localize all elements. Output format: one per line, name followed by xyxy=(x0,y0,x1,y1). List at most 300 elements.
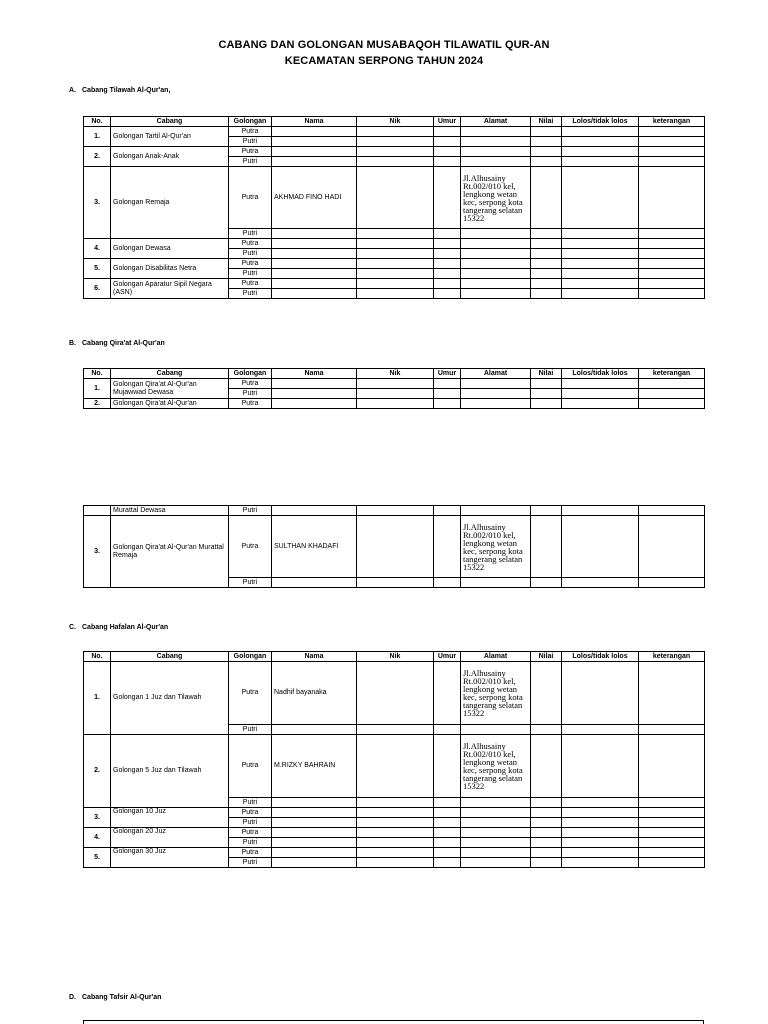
table-row xyxy=(84,399,705,409)
row-number: 4. xyxy=(84,828,111,848)
keterangan-cell[interactable] xyxy=(639,147,705,157)
header-no: No. xyxy=(84,369,111,379)
umur-cell[interactable] xyxy=(434,516,461,578)
cabang-cell: Murattal Dewasa xyxy=(111,506,229,516)
nik-cell[interactable] xyxy=(357,516,434,578)
alamat-cell[interactable] xyxy=(461,127,531,137)
header-keterangan: keterangan xyxy=(639,369,705,379)
nama-cell[interactable] xyxy=(272,137,357,147)
alamat-cell[interactable]: Jl.Alhusainy Rt.002/010 kel, lengkong wetan kec, serpong kota tangerang selatan 15322 xyxy=(461,662,531,725)
row-number xyxy=(84,506,111,516)
lolos-cell[interactable] xyxy=(562,229,639,239)
alamat-cell[interactable] xyxy=(461,818,531,828)
umur-cell[interactable] xyxy=(434,389,461,399)
nama-cell[interactable] xyxy=(272,798,357,808)
nik-cell[interactable] xyxy=(357,858,434,868)
row-number: 5. xyxy=(84,848,111,868)
keterangan-cell[interactable] xyxy=(639,578,705,588)
lolos-cell[interactable] xyxy=(562,578,639,588)
keterangan-cell[interactable] xyxy=(639,389,705,399)
nik-cell[interactable] xyxy=(357,289,434,299)
lolos-cell[interactable] xyxy=(562,269,639,279)
nilai-cell[interactable] xyxy=(531,269,562,279)
lolos-cell[interactable] xyxy=(562,399,639,409)
nilai-cell[interactable] xyxy=(531,798,562,808)
keterangan-cell[interactable] xyxy=(639,137,705,147)
lolos-cell[interactable] xyxy=(562,858,639,868)
nama-cell[interactable] xyxy=(272,506,357,516)
row-number: 2. xyxy=(84,735,111,808)
nama-cell[interactable]: Nadhif bayanaka xyxy=(272,662,357,725)
umur-cell[interactable] xyxy=(434,662,461,725)
lolos-cell[interactable] xyxy=(562,127,639,137)
golongan-cell: Putri xyxy=(229,249,272,259)
nama-cell[interactable] xyxy=(272,389,357,399)
lolos-cell[interactable] xyxy=(562,259,639,269)
golongan-cell: Putri xyxy=(229,838,272,848)
cabang-cell: Golongan Disabilitas Netra xyxy=(111,259,229,279)
golongan-cell: Putri xyxy=(229,137,272,147)
golongan-cell: Putra xyxy=(229,147,272,157)
golongan-cell: Putra xyxy=(229,399,272,409)
header-nama: Nama xyxy=(272,369,357,379)
table-row xyxy=(84,239,705,249)
nilai-cell[interactable] xyxy=(531,167,562,229)
section-a-heading xyxy=(69,87,170,94)
nama-cell[interactable]: SULTHAN KHADAFI xyxy=(272,516,357,578)
golongan-cell: Putra xyxy=(229,167,272,229)
section-title: Cabang Tafsir Al-Qur'an xyxy=(82,994,162,1001)
lolos-cell[interactable] xyxy=(562,137,639,147)
table-row xyxy=(84,828,705,838)
keterangan-cell[interactable] xyxy=(639,838,705,848)
alamat-cell[interactable] xyxy=(461,249,531,259)
table-tilawah xyxy=(83,116,705,299)
nilai-cell[interactable] xyxy=(531,838,562,848)
nik-cell[interactable] xyxy=(357,229,434,239)
nama-cell[interactable] xyxy=(272,818,357,828)
document-title-line-2: KECAMATAN SERPONG TAHUN 2024 xyxy=(284,55,484,67)
nilai-cell[interactable] xyxy=(531,147,562,157)
lolos-cell[interactable] xyxy=(562,828,639,838)
cabang-cell: Golongan 1 Juz dan Tilawah xyxy=(111,662,229,735)
nilai-cell[interactable] xyxy=(531,735,562,798)
nilai-cell[interactable] xyxy=(531,279,562,289)
lolos-cell[interactable] xyxy=(562,725,639,735)
nik-cell[interactable] xyxy=(357,735,434,798)
nama-cell[interactable] xyxy=(272,578,357,588)
row-number: 1. xyxy=(84,127,111,147)
nama-cell[interactable] xyxy=(272,838,357,848)
header-umur: Umur xyxy=(434,117,461,127)
umur-cell[interactable] xyxy=(434,725,461,735)
header-no: No. xyxy=(84,117,111,127)
header-nik: Nik xyxy=(357,369,434,379)
nama-cell[interactable] xyxy=(272,858,357,868)
umur-cell[interactable] xyxy=(434,858,461,868)
keterangan-cell[interactable] xyxy=(639,506,705,516)
keterangan-cell[interactable] xyxy=(639,289,705,299)
umur-cell[interactable] xyxy=(434,147,461,157)
row-number: 3. xyxy=(84,808,111,828)
alamat-cell[interactable] xyxy=(461,239,531,249)
lolos-cell[interactable] xyxy=(562,249,639,259)
table-row xyxy=(84,506,705,516)
umur-cell[interactable] xyxy=(434,229,461,239)
keterangan-cell[interactable] xyxy=(639,818,705,828)
golongan-cell: Putri xyxy=(229,858,272,868)
golongan-cell: Putra xyxy=(229,828,272,838)
golongan-cell: Putra xyxy=(229,848,272,858)
nama-cell[interactable] xyxy=(272,147,357,157)
nilai-cell[interactable] xyxy=(531,157,562,167)
row-number: 3. xyxy=(84,167,111,239)
keterangan-cell[interactable] xyxy=(639,848,705,858)
lolos-cell[interactable] xyxy=(562,735,639,798)
golongan-cell: Putri xyxy=(229,389,272,399)
golongan-cell: Putri xyxy=(229,578,272,588)
header-cabang: Cabang xyxy=(111,652,229,662)
section-title: Cabang Tilawah Al-Qur'an, xyxy=(82,87,171,94)
nilai-cell[interactable] xyxy=(531,578,562,588)
umur-cell[interactable] xyxy=(434,828,461,838)
lolos-cell[interactable] xyxy=(562,147,639,157)
umur-cell[interactable] xyxy=(434,578,461,588)
header-row xyxy=(84,117,705,127)
lolos-cell[interactable] xyxy=(562,167,639,229)
nama-cell[interactable] xyxy=(272,279,357,289)
nilai-cell[interactable] xyxy=(531,818,562,828)
table-row xyxy=(84,147,705,157)
row-number: 5. xyxy=(84,259,111,279)
table-row xyxy=(84,379,705,389)
nilai-cell[interactable] xyxy=(531,399,562,409)
nama-cell[interactable] xyxy=(272,848,357,858)
nik-cell[interactable] xyxy=(357,249,434,259)
golongan-cell: Putra xyxy=(229,808,272,818)
umur-cell[interactable] xyxy=(434,289,461,299)
keterangan-cell[interactable] xyxy=(639,379,705,389)
nilai-cell[interactable] xyxy=(531,858,562,868)
alamat-cell[interactable] xyxy=(461,828,531,838)
keterangan-cell[interactable] xyxy=(639,399,705,409)
header-golongan: Golongan xyxy=(229,117,272,127)
alamat-cell[interactable]: Jl.Alhusainy Rt.002/010 kel, lengkong wetan kec, serpong kota tangerang selatan 15322 xyxy=(461,167,531,229)
lolos-cell[interactable] xyxy=(562,516,639,578)
lolos-cell[interactable] xyxy=(562,506,639,516)
table-row xyxy=(84,167,705,229)
alamat-cell[interactable] xyxy=(461,379,531,389)
header-lolos: Lolos/tidak lolos xyxy=(562,117,639,127)
golongan-cell: Putra xyxy=(229,735,272,798)
umur-cell[interactable] xyxy=(434,279,461,289)
alamat-cell[interactable] xyxy=(461,506,531,516)
keterangan-cell[interactable] xyxy=(639,167,705,229)
lolos-cell[interactable] xyxy=(562,389,639,399)
nama-cell[interactable] xyxy=(272,399,357,409)
umur-cell[interactable] xyxy=(434,848,461,858)
section-b-heading xyxy=(69,340,165,347)
row-number: 2. xyxy=(84,147,111,167)
nik-cell[interactable] xyxy=(357,239,434,249)
section-letter: B. xyxy=(69,340,76,347)
table-row xyxy=(84,735,705,798)
nik-cell[interactable] xyxy=(357,808,434,818)
lolos-cell[interactable] xyxy=(562,157,639,167)
nama-cell[interactable] xyxy=(272,828,357,838)
header-nama: Nama xyxy=(272,652,357,662)
keterangan-cell[interactable] xyxy=(639,249,705,259)
header-lolos: Lolos/tidak lolos xyxy=(562,369,639,379)
nik-cell[interactable] xyxy=(357,167,434,229)
nama-cell[interactable] xyxy=(272,239,357,249)
lolos-cell[interactable] xyxy=(562,662,639,725)
table-row xyxy=(84,259,705,269)
nama-cell[interactable] xyxy=(272,249,357,259)
header-cabang: Cabang xyxy=(111,369,229,379)
keterangan-cell[interactable] xyxy=(639,229,705,239)
nilai-cell[interactable] xyxy=(531,662,562,725)
golongan-cell: Putra xyxy=(229,259,272,269)
row-number: 1. xyxy=(84,662,111,735)
keterangan-cell[interactable] xyxy=(639,808,705,818)
table-hafalan xyxy=(83,651,705,868)
nama-cell[interactable] xyxy=(272,379,357,389)
golongan-cell: Putra xyxy=(229,279,272,289)
lolos-cell[interactable] xyxy=(562,239,639,249)
section-c-heading xyxy=(69,624,168,631)
nilai-cell[interactable] xyxy=(531,239,562,249)
nilai-cell[interactable] xyxy=(531,127,562,137)
nik-cell[interactable] xyxy=(357,157,434,167)
alamat-cell[interactable] xyxy=(461,808,531,818)
umur-cell[interactable] xyxy=(434,735,461,798)
keterangan-cell[interactable] xyxy=(639,828,705,838)
nama-cell[interactable] xyxy=(272,808,357,818)
nilai-cell[interactable] xyxy=(531,725,562,735)
alamat-cell[interactable] xyxy=(461,858,531,868)
header-row xyxy=(84,652,705,662)
nama-cell[interactable] xyxy=(272,725,357,735)
alamat-cell[interactable] xyxy=(461,578,531,588)
section-title: Cabang Hafalan Al-Qur'an xyxy=(82,624,169,631)
nilai-cell[interactable] xyxy=(531,259,562,269)
keterangan-cell[interactable] xyxy=(639,127,705,137)
umur-cell[interactable] xyxy=(434,249,461,259)
nik-cell[interactable] xyxy=(357,578,434,588)
umur-cell[interactable] xyxy=(434,808,461,818)
header-nilai: Nilai xyxy=(531,369,562,379)
header-keterangan: keterangan xyxy=(639,652,705,662)
keterangan-cell[interactable] xyxy=(639,157,705,167)
alamat-cell[interactable] xyxy=(461,838,531,848)
cabang-cell: Golongan Dewasa xyxy=(111,239,229,259)
alamat-cell[interactable] xyxy=(461,725,531,735)
umur-cell[interactable] xyxy=(434,239,461,249)
golongan-cell: Putra xyxy=(229,662,272,725)
cabang-cell: Golongan 5 Juz dan Tilawah xyxy=(111,735,229,808)
table-row xyxy=(84,808,705,818)
alamat-cell[interactable]: Jl.Alhusainy Rt.002/010 kel, lengkong wetan kec, serpong kota tangerang selatan 15322 xyxy=(461,516,531,578)
nik-cell[interactable] xyxy=(357,137,434,147)
alamat-cell[interactable] xyxy=(461,399,531,409)
cabang-cell: Golongan Remaja xyxy=(111,167,229,239)
nik-cell[interactable] xyxy=(357,269,434,279)
nilai-cell[interactable] xyxy=(531,516,562,578)
umur-cell[interactable] xyxy=(434,798,461,808)
nilai-cell[interactable] xyxy=(531,828,562,838)
golongan-cell: Putra xyxy=(229,239,272,249)
keterangan-cell[interactable] xyxy=(639,279,705,289)
nik-cell[interactable] xyxy=(357,259,434,269)
nama-cell[interactable] xyxy=(272,229,357,239)
header-nik: Nik xyxy=(357,117,434,127)
table-qiraat-part-2 xyxy=(83,505,705,588)
umur-cell[interactable] xyxy=(434,127,461,137)
nama-cell[interactable]: AKHMAD FINO HADI xyxy=(272,167,357,229)
nama-cell[interactable] xyxy=(272,269,357,279)
umur-cell[interactable] xyxy=(434,157,461,167)
nik-cell[interactable] xyxy=(357,279,434,289)
nik-cell[interactable] xyxy=(357,506,434,516)
lolos-cell[interactable] xyxy=(562,818,639,828)
cabang-cell: Golongan Qira'at Al-Qur'an Murattal Remaja xyxy=(111,516,229,588)
lolos-cell[interactable] xyxy=(562,289,639,299)
header-umur: Umur xyxy=(434,369,461,379)
lolos-cell[interactable] xyxy=(562,848,639,858)
nilai-cell[interactable] xyxy=(531,137,562,147)
alamat-cell[interactable] xyxy=(461,229,531,239)
row-number: 6. xyxy=(84,279,111,299)
table-tafsir-edge xyxy=(83,1020,704,1024)
header-nilai: Nilai xyxy=(531,652,562,662)
umur-cell[interactable] xyxy=(434,506,461,516)
nama-cell[interactable] xyxy=(272,289,357,299)
header-alamat: Alamat xyxy=(461,369,531,379)
alamat-cell[interactable] xyxy=(461,279,531,289)
nilai-cell[interactable] xyxy=(531,249,562,259)
cabang-cell: Golongan 20 Juz xyxy=(111,828,229,848)
nik-cell[interactable] xyxy=(357,379,434,389)
table-row xyxy=(84,516,705,578)
golongan-cell: Putri xyxy=(229,229,272,239)
row-number: 4. xyxy=(84,239,111,259)
row-number: 2. xyxy=(84,399,111,409)
nik-cell[interactable] xyxy=(357,838,434,848)
golongan-cell: Putri xyxy=(229,289,272,299)
umur-cell[interactable] xyxy=(434,269,461,279)
golongan-cell: Putri xyxy=(229,725,272,735)
cabang-cell: Golongan Qira'at Al-Qur'an xyxy=(111,399,229,409)
row-number: 3. xyxy=(84,516,111,588)
alamat-cell[interactable] xyxy=(461,157,531,167)
umur-cell[interactable] xyxy=(434,818,461,828)
alamat-cell[interactable] xyxy=(461,798,531,808)
lolos-cell[interactable] xyxy=(562,798,639,808)
umur-cell[interactable] xyxy=(434,137,461,147)
nik-cell[interactable] xyxy=(357,828,434,838)
nama-cell[interactable] xyxy=(272,259,357,269)
cabang-cell: Golongan Tartil Al-Qur'an xyxy=(111,127,229,147)
header-nama: Nama xyxy=(272,117,357,127)
header-alamat: Alamat xyxy=(461,117,531,127)
section-letter: C. xyxy=(69,624,76,631)
keterangan-cell[interactable] xyxy=(639,798,705,808)
nilai-cell[interactable] xyxy=(531,808,562,818)
lolos-cell[interactable] xyxy=(562,279,639,289)
nilai-cell[interactable] xyxy=(531,229,562,239)
document-title-line-1: CABANG DAN GOLONGAN MUSABAQOH TILAWATIL QUR-AN xyxy=(218,39,550,51)
alamat-cell[interactable] xyxy=(461,147,531,157)
nik-cell[interactable] xyxy=(357,798,434,808)
keterangan-cell[interactable] xyxy=(639,662,705,725)
header-alamat: Alamat xyxy=(461,652,531,662)
cabang-cell: Golongan Aparatur Sipil Negara (ASN) xyxy=(111,279,229,299)
nilai-cell[interactable] xyxy=(531,289,562,299)
lolos-cell[interactable] xyxy=(562,838,639,848)
nik-cell[interactable] xyxy=(357,662,434,725)
header-keterangan: keterangan xyxy=(639,117,705,127)
nilai-cell[interactable] xyxy=(531,506,562,516)
keterangan-cell[interactable] xyxy=(639,725,705,735)
keterangan-cell[interactable] xyxy=(639,735,705,798)
keterangan-cell[interactable] xyxy=(639,269,705,279)
nama-cell[interactable] xyxy=(272,157,357,167)
keterangan-cell[interactable] xyxy=(639,516,705,578)
section-title: Cabang Qira'at Al-Qur'an xyxy=(82,340,165,347)
nik-cell[interactable] xyxy=(357,399,434,409)
golongan-cell: Putra xyxy=(229,516,272,578)
golongan-cell: Putri xyxy=(229,157,272,167)
alamat-cell[interactable] xyxy=(461,848,531,858)
nik-cell[interactable] xyxy=(357,127,434,137)
alamat-cell[interactable] xyxy=(461,259,531,269)
header-umur: Umur xyxy=(434,652,461,662)
nama-cell[interactable] xyxy=(272,127,357,137)
umur-cell[interactable] xyxy=(434,379,461,389)
nik-cell[interactable] xyxy=(357,818,434,828)
lolos-cell[interactable] xyxy=(562,808,639,818)
row-number: 1. xyxy=(84,379,111,399)
golongan-cell: Putra xyxy=(229,379,272,389)
alamat-cell[interactable] xyxy=(461,289,531,299)
alamat-cell[interactable]: Jl.Alhusainy Rt.002/010 kel, lengkong wetan kec, serpong kota tangerang selatan 15322 xyxy=(461,735,531,798)
umur-cell[interactable] xyxy=(434,399,461,409)
umur-cell[interactable] xyxy=(434,838,461,848)
nilai-cell[interactable] xyxy=(531,389,562,399)
lolos-cell[interactable] xyxy=(562,379,639,389)
nik-cell[interactable] xyxy=(357,147,434,157)
nik-cell[interactable] xyxy=(357,389,434,399)
nik-cell[interactable] xyxy=(357,725,434,735)
nilai-cell[interactable] xyxy=(531,848,562,858)
alamat-cell[interactable] xyxy=(461,389,531,399)
header-cabang: Cabang xyxy=(111,117,229,127)
alamat-cell[interactable] xyxy=(461,137,531,147)
header-no: No. xyxy=(84,652,111,662)
keterangan-cell[interactable] xyxy=(639,259,705,269)
nama-cell[interactable]: M.RIZKY BAHRAIN xyxy=(272,735,357,798)
keterangan-cell[interactable] xyxy=(639,858,705,868)
keterangan-cell[interactable] xyxy=(639,239,705,249)
alamat-cell[interactable] xyxy=(461,269,531,279)
golongan-cell: Putri xyxy=(229,798,272,808)
header-nik: Nik xyxy=(357,652,434,662)
umur-cell[interactable] xyxy=(434,259,461,269)
nik-cell[interactable] xyxy=(357,848,434,858)
umur-cell[interactable] xyxy=(434,167,461,229)
nilai-cell[interactable] xyxy=(531,379,562,389)
